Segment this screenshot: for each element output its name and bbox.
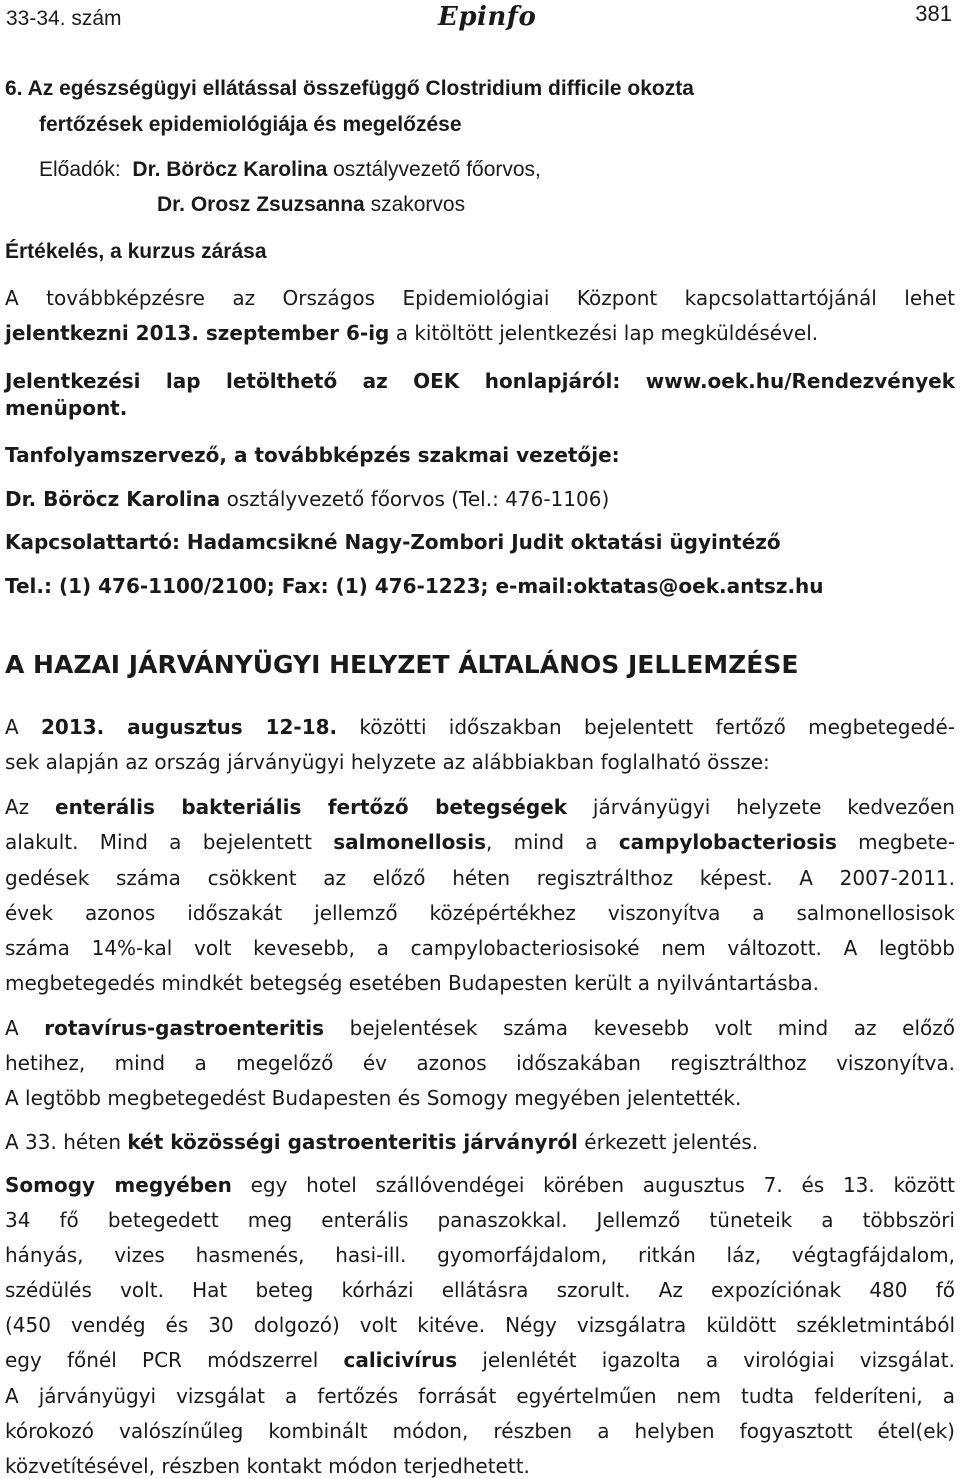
registration-line-4: menüpont. <box>5 396 128 420</box>
para2-line-6: megbetegedés mindkét betegség esetében Budapesten került a nyilvántartásba. <box>5 971 819 995</box>
para5-line-7: A járványügyi vizsgálat a fertőzés forrását egyértelműen nem tudta felderíteni, a <box>5 1384 955 1408</box>
contact-line: Kapcsolattartó: Hadamcsikné Nagy-Zombori Judit oktatási ügyintéző <box>5 530 781 554</box>
para1-line-1: A 2013. augusztus 12-18. közötti időszakban bejelentett fertőző megbetegedé- <box>5 715 955 739</box>
para5-line-9: közvetítésével, részben kontakt módon terjedhetett. <box>5 1454 530 1478</box>
presenters-line-2: Dr. Orosz Zsuzsanna szakorvos <box>157 193 466 216</box>
evaluation-line: Értékelés, a kurzus zárása <box>5 240 267 263</box>
para1-line-2: sek alapján az ország járványügyi helyzete az alábbiakban foglalható össze: <box>5 750 770 774</box>
presenters-line-1: Előadók: Dr. Böröcz Karolina osztályvezető főorvos, <box>39 158 541 181</box>
para2-line-1: Az enterális bakteriális fertőző betegségek járványügyi helyzete kedvezően <box>5 795 955 819</box>
para5-line-5: (450 vendég és 30 dolgozó) volt kitéve. Négy vizsgálatra küldött székletmintából <box>5 1313 955 1337</box>
issue-number: 33-34. szám <box>6 7 122 30</box>
para3-line-1: A rotavírus-gastroenteritis bejelentések száma kevesebb volt mind az előző <box>5 1016 955 1040</box>
organizer-heading: Tanfolyamszervező, a továbbképzés szakmai vezetője: <box>5 443 620 467</box>
registration-line-1: A továbbképzésre az Országos Epidemiológiai Központ kapcsolattartójánál lehet <box>5 286 955 310</box>
page-header <box>0 0 960 40</box>
section-title: A HAZAI JÁRVÁNYÜGYI HELYZET ÁLTALÁNOS JELLEMZÉSE <box>5 650 799 679</box>
tel-line: Tel.: (1) 476-1100/2100; Fax: (1) 476-1223; e-mail:oktatas@oek.antsz.hu <box>5 574 824 598</box>
course-title-line-2: fertőzések epidemiológiája és megelőzése <box>39 113 462 136</box>
para2-line-4: évek azonos időszakát jellemző középértékhez viszonyítva a salmonellosisok <box>5 901 955 925</box>
course-title-line-1: 6. Az egészségügyi ellátással összefüggő Clostridium difficile okozta <box>5 77 694 100</box>
page-number: 381 <box>915 1 952 26</box>
journal-logo: Epinfo <box>438 2 537 32</box>
para5-line-2: 34 fő betegedett meg enterális panaszokkal. Jellemző tüneteik a többszöri <box>5 1208 955 1232</box>
para5-line-3: hányás, vizes hasmenés, hasi-ill. gyomorfájdalom, ritkán láz, végtagfájdalom, <box>5 1243 955 1267</box>
registration-line-2: jelentkezni 2013. szeptember 6-ig a kitöltött jelentkezési lap megküldésével. <box>5 321 819 345</box>
registration-line-3: Jelentkezési lap letölthető az OEK honlapjáról: www.oek.hu/Rendezvények <box>5 369 955 393</box>
para2-line-2: alakult. Mind a bejelentett salmonellosis, mind a campylobacteriosis megbete- <box>5 830 955 854</box>
para2-line-5: száma 14%-kal volt kevesebb, a campylobacteriosisoké nem változott. A legtöbb <box>5 936 955 960</box>
para2-line-3: gedések száma csökkent az előző héten regisztrálthoz képest. A 2007-2011. <box>5 866 955 890</box>
organizer-line: Dr. Böröcz Karolina osztályvezető főorvos (Tel.: 476-1106) <box>5 487 610 511</box>
para5-line-6: egy főnél PCR módszerrel calicivírus jelenlétét igazolta a virológiai vizsgálat. <box>5 1348 956 1372</box>
para5-line-4: szédülés volt. Hat beteg kórházi ellátásra szorult. Az expozíciónak 480 fő <box>5 1278 955 1302</box>
para4-line-1: A 33. héten két közösségi gastroenteritis járványról érkezett jelentés. <box>5 1130 759 1154</box>
para3-line-2: hetihez, mind a megelőző év azonos időszakában regisztrálthoz viszonyítva. <box>5 1051 955 1075</box>
para5-line-8: kórokozó valószínűleg kombinált módon, részben a helyben fogyasztott étel(ek) <box>5 1419 955 1443</box>
para5-line-1: Somogy megyében egy hotel szállóvendégei körében augusztus 7. és 13. között <box>5 1173 956 1197</box>
para3-line-3: A legtöbb megbetegedést Budapesten és Somogy megyében jelentették. <box>5 1086 742 1110</box>
presenters-label: Előadók: <box>39 158 121 181</box>
